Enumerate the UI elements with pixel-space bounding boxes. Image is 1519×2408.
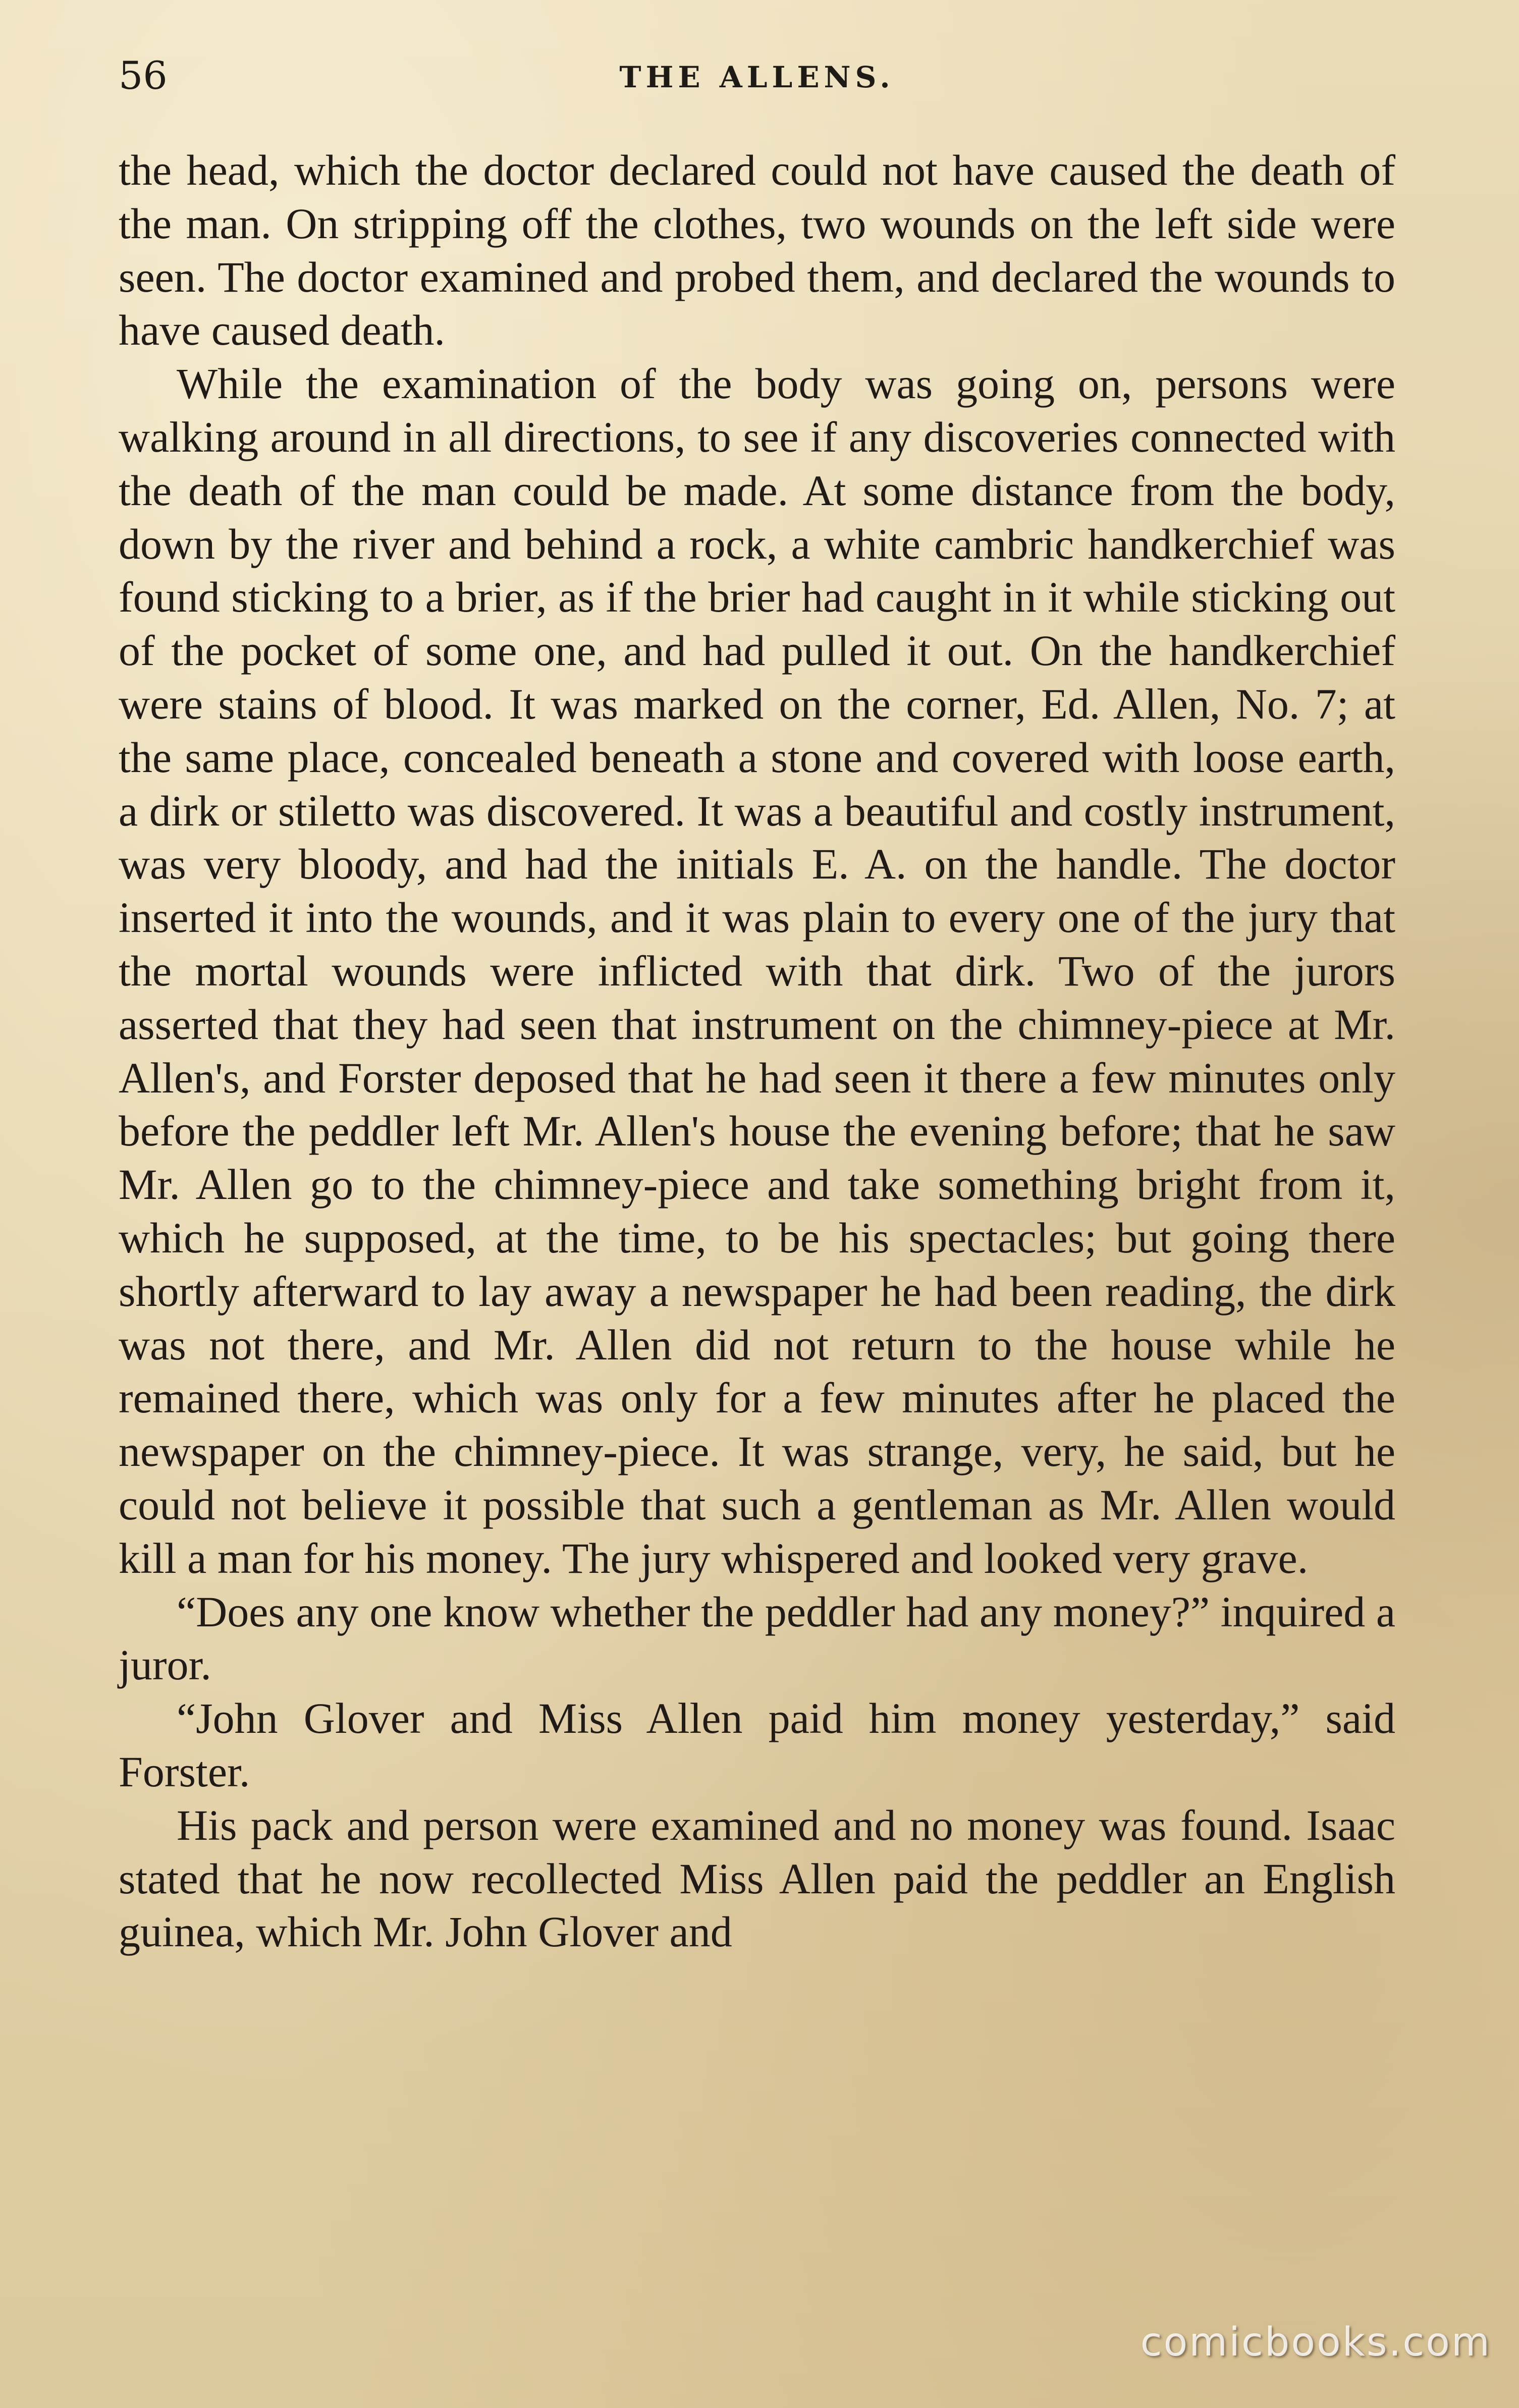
paragraph-4: “John Glover and Miss Allen paid him money yesterday,” said Forster. [119, 1694, 1395, 1796]
running-head: THE ALLENS. [619, 60, 895, 94]
watermark: comicbooks.com [1140, 2320, 1491, 2365]
page-header [119, 48, 1395, 108]
paragraph-3: “Does any one know whether the peddler had any money?” inquired a juror. [119, 1587, 1395, 1689]
paragraph-5: His pack and person were examined and no money was found. Isaac stated that he now recollected Miss Allen paid the peddler an English guinea, which Mr. John Glover and [119, 1800, 1395, 1956]
body-text [119, 144, 1395, 1959]
page-number: 56 [119, 53, 168, 98]
paragraph-1: the head, which the doctor declared could not have caused the death of the man. On stripping off the clothes, two wounds on the left side were seen. The doctor examined and probed them, and declared the wounds to have caused death. [119, 146, 1395, 355]
paragraph-2: While the examination of the body was going on, persons were walking around in all directions, to see if any discoveries connected with the death of the man could be made. At some distance from the body, down by the river and behind a rock, a white cambric handkerchief was found sticking to a brier, as if the brier had caught in it while sticking out of the pocket of some one, and had pulled it out. On the handkerchief were stains of blood. It was marked on the corner, Ed. Allen, No. 7; at the same place, concealed beneath a stone and covered with loose earth, a dirk or stiletto was discovered. It was a beautiful and costly instrument, was very bloody, and had the initials E. A. on the handle. The doctor inserted it into the wounds, and it was plain to every one of the jury that the mortal wounds were inflicted with that dirk. Two of the jurors asserted that they had seen that instrument on the chimney-piece at Mr. Allen's, and Forster deposed that he had seen it there a few minutes only before the peddler left Mr. Allen's house the evening before; that he saw Mr. Allen go to the chimney-piece and take something bright from it, which he supposed, at the time, to be his spectacles; but going there shortly afterward to lay away a newspaper he had been reading, the dirk was not there, and Mr. Allen did not return to the house while he remained there, which was only for a few minutes after he placed the newspaper on the chimney-piece. It was strange, very, he said, but he could not believe it possible that such a gentleman as Mr. Allen would kill a man for his money. The jury whispered and looked very grave. [119, 359, 1395, 1582]
